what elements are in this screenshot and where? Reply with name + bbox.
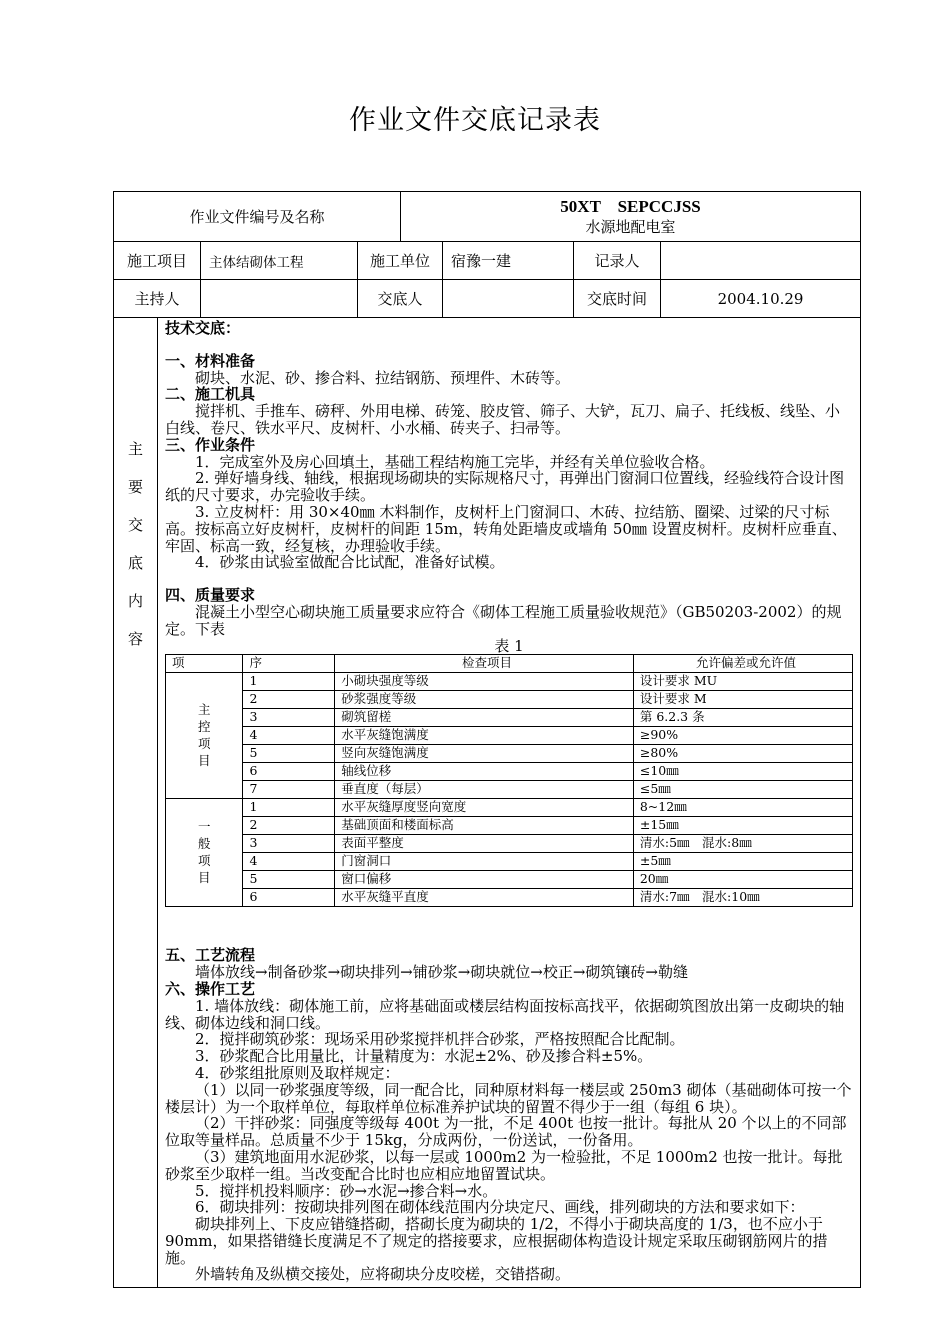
table-header: 项 <box>166 655 243 673</box>
table-cell: 6 <box>243 889 335 907</box>
doc-number-cell <box>401 192 861 242</box>
section-6-item: 2．搅拌砌筑砂浆：现场采用砂浆搅拌机拌合砂浆，严格按照配合比配制。 <box>195 1030 685 1049</box>
doc-number-label: 作业文件编号及名称 <box>114 192 401 242</box>
table-cell: 砂浆强度等级 <box>335 691 634 709</box>
unit-value: 宿豫一建 <box>443 242 574 280</box>
table-cell: 4 <box>243 853 335 871</box>
section-3-item: 2. 弹好墙身线、轴线，根据现场砌块的实际规格尺寸，再弹出门窗洞口位置线，经验线符合设计图纸的尺寸要求，办完验收手续。 <box>165 469 845 505</box>
section-1-text: 砌块、水泥、砂、掺合料、拉结钢筋、预埋件、木砖等。 <box>195 368 571 387</box>
section-2-title: 二、施工机具 <box>165 385 256 404</box>
section-4-title: 四、质量要求 <box>165 586 256 605</box>
section-3-item: 1．完成室外及房心回填土，基础工程结构施工完毕，并经有关单位验收合格。 <box>195 452 715 471</box>
section-6-item: （2）干拌砂浆：同强度等级每 400t 为一批，不足 400t 也按一批计。每批从 20 个以上的不同部位取等量样品。总质量不少于 15kg，分成两份，一份送试，一份备用。 <box>165 1114 847 1150</box>
section-3-title: 三、作业条件 <box>165 435 256 454</box>
section-1-title: 一、材料准备 <box>165 351 256 370</box>
section-3-item: 4．砂浆由试验室做配合比试配，准备好试模。 <box>195 553 505 572</box>
presenter-value <box>443 280 574 318</box>
table-cell: ≥80% <box>633 745 852 763</box>
table-cell: 清水:7㎜ 混水:10㎜ <box>633 889 852 907</box>
table-cell: 水平灰缝平直度 <box>335 889 634 907</box>
table-cell: 5 <box>243 871 335 889</box>
table-cell: 门窗洞口 <box>335 853 634 871</box>
table-cell: ±5㎜ <box>633 853 852 871</box>
recorder-label: 记录人 <box>574 242 661 280</box>
table-cell: 水平灰缝饱满度 <box>335 727 634 745</box>
time-label: 交底时间 <box>574 280 661 318</box>
table-header: 检查项目 <box>335 655 634 673</box>
project-label: 施工项目 <box>114 242 201 280</box>
table-cell: 2 <box>243 817 335 835</box>
section-5-text: 墙体放线→制备砂浆→砌块排列→铺砂浆→砌块就位→校正→砌筑镶砖→勒缝 <box>195 963 688 982</box>
table-cell: 清水:5㎜ 混水:8㎜ <box>633 835 852 853</box>
group-main-control: 主 控 项 目 <box>166 673 243 799</box>
section-6-item: （3）建筑地面用水泥砂浆，以每一层或 1000m2 为一检验批，不足 1000m2 也按一批计。每批砂浆至少取样一组。当改变配合比时也应相应地留置试块。 <box>165 1147 843 1183</box>
table-cell: 4 <box>243 727 335 745</box>
section-6-item: 外墙转角及纵横交接处，应将砌块分皮咬槎，交错搭砌。 <box>195 1265 571 1284</box>
table-cell: 1 <box>243 673 335 691</box>
table-cell: 小砌块强度等级 <box>335 673 634 691</box>
table-cell: 2 <box>243 691 335 709</box>
section-6-item: （1）以同一砂浆强度等级，同一配合比，同种原材料每一楼层或 250m3 砌体（基础砌体可按一个楼层计）为一个取样单位，每取样单位标准养护试块的留置不得少于一组（每组 6 块）。 <box>165 1080 852 1116</box>
host-value <box>201 280 358 318</box>
table-cell: ≥90% <box>633 727 852 745</box>
section-6-item: 4．砂浆组批原则及取样规定： <box>195 1063 400 1082</box>
tech-title: 技术交底： <box>165 319 241 337</box>
doc-code: 50XT SEPCCJSS <box>560 196 701 216</box>
project-value: 主体结砌体工程 <box>201 242 358 280</box>
side-label: 主 要 交 底 内 容 <box>114 318 158 1288</box>
table-cell: 5 <box>243 745 335 763</box>
table-cell: 第 6.2.3 条 <box>633 709 852 727</box>
time-value: 2004.10.29 <box>661 280 861 318</box>
table-cell: 设计要求 MU <box>633 673 852 691</box>
group-general: 一 般 项 目 <box>166 799 243 907</box>
table-cell: 3 <box>243 709 335 727</box>
table-cell: 20㎜ <box>633 871 852 889</box>
table-cell: 轴线位移 <box>335 763 634 781</box>
section-6-item: 1. 墙体放线：砌体施工前，应将基础面或楼层结构面按标高找平，依据砌筑图放出第一皮砌块的轴线、砌体边线和洞口线。 <box>165 996 845 1032</box>
table-header: 允许偏差或允许值 <box>633 655 852 673</box>
section-5-title: 五、工艺流程 <box>165 946 256 965</box>
section-6-item: 3．砂浆配合比用量比，计量精度为：水泥±2%、砂及掺合料±5%。 <box>195 1047 653 1066</box>
table-cell: 竖向灰缝饱满度 <box>335 745 634 763</box>
table-cell: 8~12㎜ <box>633 799 852 817</box>
recorder-value <box>661 242 861 280</box>
section-4-text: 混凝土小型空心砌块施工质量要求应符合《砌体工程施工质量验收规范》（GB50203-2002）的规定。下表 <box>165 602 842 638</box>
table-cell: 基础顶面和楼面标高 <box>335 817 634 835</box>
table-header: 序 <box>243 655 335 673</box>
table-cell: 6 <box>243 763 335 781</box>
table-caption: 表 1 <box>494 636 524 655</box>
table-cell: 砌筑留槎 <box>335 709 634 727</box>
record-table <box>113 191 861 1288</box>
presenter-label: 交底人 <box>358 280 443 318</box>
unit-label: 施工单位 <box>358 242 443 280</box>
main-content <box>158 318 861 1288</box>
section-6-title: 六、操作工艺 <box>165 979 256 998</box>
section-2-text: 搅拌机、手推车、磅秤、外用电梯、砖笼、胶皮管、筛子、大铲，瓦刀、扁子、托线板、线坠、小白线、卷尺、铁水平尺、皮树杆、小水桶、砖夹子、扫帚等。 <box>165 402 841 437</box>
table-cell: 3 <box>243 835 335 853</box>
table-cell: ≤10㎜ <box>633 763 852 781</box>
table-cell: 垂直度（每层） <box>335 781 634 799</box>
quality-table <box>165 654 853 907</box>
table-cell: 1 <box>243 799 335 817</box>
table-cell: ≤5㎜ <box>633 781 852 799</box>
table-cell: 窗口偏移 <box>335 871 634 889</box>
table-cell: 7 <box>243 781 335 799</box>
section-6-item: 砌块排列上、下皮应错缝搭砌，搭砌长度为砌块的 1/2，不得小于砌块高度的 1/3，也不应小于 90mm，如果搭错缝长度满足不了规定的搭接要求，应根据砌体构造设计规定采取压砌钢筋网片的措施。 <box>165 1215 828 1267</box>
table-cell: ±15㎜ <box>633 817 852 835</box>
host-label: 主持人 <box>114 280 201 318</box>
section-3-item: 3. 立皮树杆：用 30×40㎜ 木料制作，皮树杆上门窗洞口、木砖、拉结筋、圈梁、过梁的尺寸标高。按标高立好皮树杆，皮树杆的间距 15m，转角处距墙皮或墙角 50㎜ 设置皮树杆。皮树杆应垂直、牢固、标高一致，经复核，办理验收手续。 <box>165 502 847 555</box>
table-cell: 设计要求 M <box>633 691 852 709</box>
table-cell: 表面平整度 <box>335 835 634 853</box>
table-cell: 水平灰缝厚度竖向宽度 <box>335 799 634 817</box>
document-title: 作业文件交底记录表 <box>349 105 601 136</box>
section-6-item: 6．砌块排列：按砌块排列图在砌体线范围内分块定尺、画线，排列砌块的方法和要求如下： <box>195 1198 805 1217</box>
doc-name: 水源地配电室 <box>585 217 676 236</box>
section-6-item: 5．搅拌机投料顺序：砂→水泥→掺合料→水。 <box>195 1181 498 1200</box>
